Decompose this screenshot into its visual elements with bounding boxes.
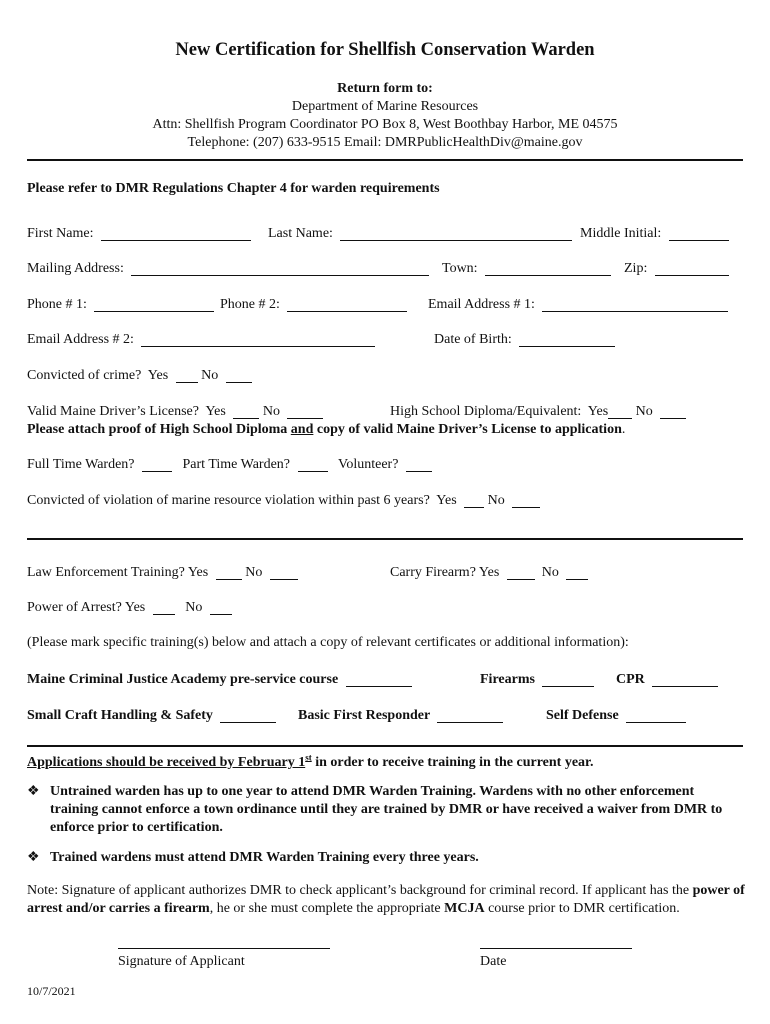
- bullet-trained: [27, 849, 727, 867]
- attention-address: Attn: Shellfish Program Coordinator PO Box 8, West Boothbay Harbor, ME 04575: [152, 117, 618, 132]
- mcja-row: [27, 671, 412, 689]
- violation-no-field[interactable]: [512, 493, 540, 508]
- dob-label: Date of Birth:: [434, 332, 512, 347]
- email1-row: [428, 296, 728, 314]
- self-defense-field[interactable]: [626, 708, 686, 723]
- phone2-label: Phone # 2:: [220, 297, 280, 312]
- mcja-field[interactable]: [346, 672, 412, 687]
- no-label: No: [201, 368, 219, 383]
- small-craft-field[interactable]: [220, 708, 276, 723]
- no-label: No: [245, 565, 263, 580]
- volunteer-field[interactable]: [406, 457, 432, 472]
- phone2-row: [220, 296, 407, 314]
- mcja-label: Maine Criminal Justice Academy pre-service course: [27, 672, 339, 687]
- first-name-label: First Name:: [27, 226, 94, 241]
- firearms-label: Firearms: [480, 672, 535, 687]
- date-line[interactable]: [480, 948, 632, 949]
- license-yes-field[interactable]: [233, 404, 259, 419]
- violation-row: [27, 492, 540, 510]
- email1-label: Email Address # 1:: [428, 297, 535, 312]
- license-no-field[interactable]: [287, 404, 323, 419]
- full-time-label: Full Time Warden?: [27, 457, 135, 472]
- last-name-label: Last Name:: [268, 226, 333, 241]
- arrest-no-field[interactable]: [210, 600, 232, 615]
- yes-label: Yes: [187, 565, 209, 580]
- bullet-untrained-text: Untrained warden has up to one year to attend DMR Warden Training. Wardens with no other enforcement training cannot enforce a town ordinance until they are trained by DMR or have received a waiver from DMR to enforce prior to certification.: [50, 784, 723, 835]
- self-defense-row: [546, 707, 686, 725]
- signature-line[interactable]: [118, 948, 330, 949]
- firearm-no-field[interactable]: [566, 565, 588, 580]
- license-label: Valid Maine Driver’s License?: [27, 404, 199, 419]
- no-label: No: [185, 600, 203, 615]
- no-label: No: [487, 493, 505, 508]
- first-name-row: [27, 225, 251, 243]
- convicted-crime-row: [27, 367, 252, 385]
- signature-note: Note: Signature of applicant authorizes DMR to check applicant’s background for criminal record. If applicant has the power of arrest and/or carries a firearm, he or she must complete the appropriate MCJA course prior to DMR certification.: [27, 883, 745, 916]
- cpr-row: [616, 671, 718, 689]
- arrest-yes-field[interactable]: [153, 600, 175, 615]
- violation-yes-field[interactable]: [464, 493, 484, 508]
- diploma-label: High School Diploma/Equivalent:: [390, 404, 582, 419]
- volunteer-label: Volunteer?: [338, 457, 399, 472]
- email2-field[interactable]: [141, 332, 375, 347]
- email1-field[interactable]: [542, 297, 728, 312]
- town-row: [442, 260, 611, 278]
- yes-label: Yes: [124, 600, 146, 615]
- firearm-label: Carry Firearm?: [390, 565, 476, 580]
- arrest-label: Power of Arrest?: [27, 600, 122, 615]
- town-label: Town:: [442, 261, 478, 276]
- form-revision-date: 10/7/2021: [27, 984, 76, 998]
- diploma-yes-field[interactable]: [608, 404, 632, 419]
- convicted-crime-label: Convicted of crime?: [27, 368, 142, 383]
- town-field[interactable]: [485, 261, 611, 276]
- yes-label: Yes: [147, 368, 169, 383]
- middle-initial-row: [580, 225, 729, 243]
- zip-label: Zip:: [624, 261, 648, 276]
- mailing-address-label: Mailing Address:: [27, 261, 124, 276]
- first-responder-label: Basic First Responder: [298, 708, 430, 723]
- law-training-row: [27, 564, 298, 582]
- first-name-field[interactable]: [101, 226, 251, 241]
- header-divider: [27, 159, 743, 161]
- bullet-untrained: [27, 783, 727, 837]
- cpr-label: CPR: [616, 672, 645, 687]
- zip-row: [624, 260, 729, 278]
- no-label: No: [541, 565, 559, 580]
- firearm-yes-field[interactable]: [507, 565, 535, 580]
- law-training-label: Law Enforcement Training?: [27, 565, 185, 580]
- training-mark-note: (Please mark specific training(s) below and attach a copy of relevant certificates or additional information):: [27, 635, 629, 650]
- return-label: Return form to:: [337, 81, 433, 96]
- cpr-field[interactable]: [652, 672, 718, 687]
- mailing-address-field[interactable]: [131, 261, 429, 276]
- no-label: No: [262, 404, 280, 419]
- middle-initial-field[interactable]: [669, 226, 729, 241]
- no-label: No: [635, 404, 653, 419]
- full-time-field[interactable]: [142, 457, 172, 472]
- convicted-crime-no-field[interactable]: [226, 368, 252, 383]
- diploma-no-field[interactable]: [660, 404, 686, 419]
- phone2-field[interactable]: [287, 297, 407, 312]
- email2-label: Email Address # 2:: [27, 332, 134, 347]
- self-defense-label: Self Defense: [546, 708, 619, 723]
- violation-label: Convicted of violation of marine resource violation within past 6 years?: [27, 493, 430, 508]
- last-name-row: [268, 225, 572, 243]
- middle-initial-label: Middle Initial:: [580, 226, 662, 241]
- department-name: Department of Marine Resources: [291, 99, 479, 114]
- small-craft-label: Small Craft Handling & Safety: [27, 708, 213, 723]
- attach-proof-note: Please attach proof of High School Diploma and copy of valid Maine Driver’s License to application.: [27, 422, 626, 437]
- first-responder-row: [298, 707, 503, 725]
- arrest-row: [27, 599, 232, 617]
- email2-row: [27, 331, 375, 349]
- section-divider-1: [27, 538, 743, 540]
- mailing-address-row: [27, 260, 429, 278]
- phone1-label: Phone # 1:: [27, 297, 87, 312]
- page-title: New Certification for Shellfish Conservation Warden: [175, 40, 595, 60]
- dob-row: [434, 331, 615, 349]
- convicted-crime-yes-field[interactable]: [176, 368, 198, 383]
- signature-label: Signature of Applicant: [118, 954, 245, 969]
- diamond-bullet-icon: ❖: [27, 850, 40, 865]
- dob-field[interactable]: [519, 332, 615, 347]
- yes-label: Yes: [205, 404, 226, 419]
- firearms-field[interactable]: [542, 672, 594, 687]
- license-row: [27, 403, 323, 421]
- law-training-no-field[interactable]: [270, 565, 298, 580]
- part-time-label: Part Time Warden?: [182, 457, 291, 472]
- warden-type-row: [27, 456, 432, 474]
- firearm-row: [390, 564, 588, 582]
- phone1-row: [27, 296, 214, 314]
- diploma-row: [390, 403, 686, 421]
- regulations-note: Please refer to DMR Regulations Chapter 4 for warden requirements: [27, 181, 440, 196]
- phone1-field[interactable]: [94, 297, 214, 312]
- small-craft-row: [27, 707, 276, 725]
- deadline-note: Applications should be received by February 1st in order to receive training in the current year.: [27, 752, 594, 770]
- zip-field[interactable]: [655, 261, 729, 276]
- yes-label: Yes: [478, 565, 500, 580]
- diamond-bullet-icon: ❖: [27, 784, 40, 799]
- last-name-field[interactable]: [340, 226, 572, 241]
- yes-label: Yes: [436, 493, 457, 508]
- section-divider-2: [27, 745, 743, 747]
- first-responder-field[interactable]: [437, 708, 503, 723]
- firearms-row: [480, 671, 594, 689]
- bullet-trained-text: Trained wardens must attend DMR Warden Training every three years.: [50, 850, 479, 865]
- law-training-yes-field[interactable]: [216, 565, 242, 580]
- yes-label: Yes: [587, 404, 609, 419]
- contact-info: Telephone: (207) 633-9515 Email: DMRPublicHealthDiv@maine.gov: [187, 135, 583, 150]
- date-label: Date: [480, 954, 507, 969]
- part-time-field[interactable]: [298, 457, 328, 472]
